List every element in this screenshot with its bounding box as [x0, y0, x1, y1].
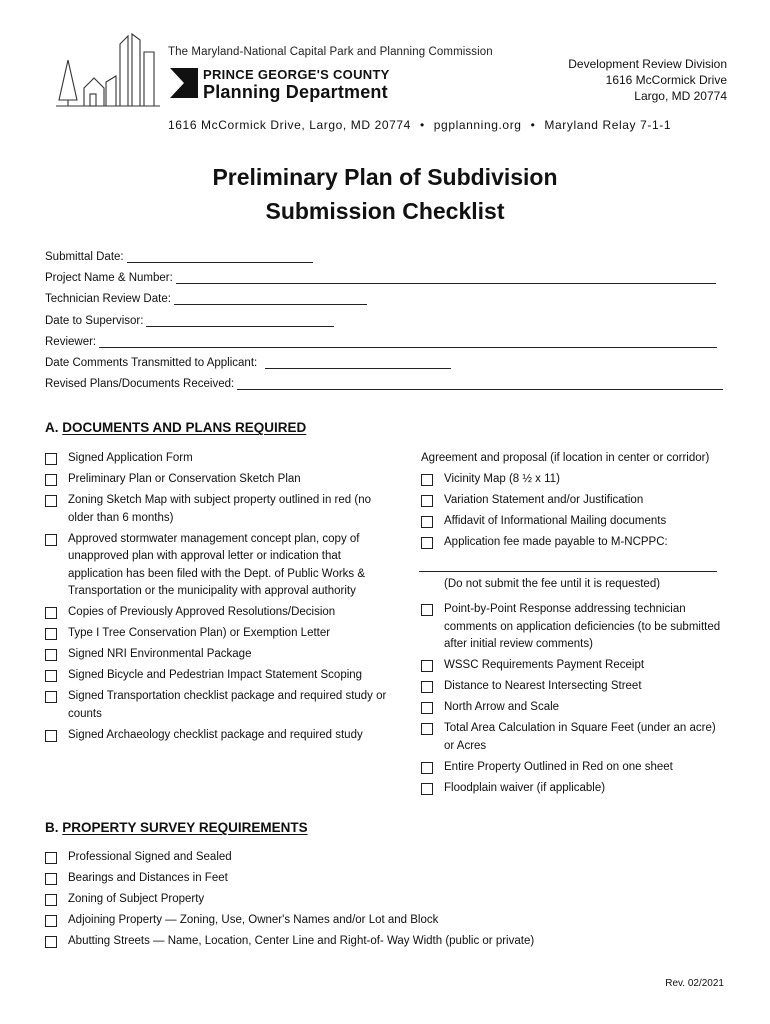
checkbox[interactable] — [421, 762, 433, 774]
submittal-date-line[interactable] — [127, 253, 313, 263]
reviewer-line[interactable] — [99, 338, 717, 348]
contact-website: pgplanning.org — [433, 118, 522, 132]
checklist-item-label: Signed Transportation checklist package and required study or counts — [68, 690, 387, 720]
checklist-item[interactable] — [45, 646, 390, 664]
checklist-item[interactable] — [45, 667, 390, 685]
checklist-item-label: Approved stormwater management concept plan, copy of unapproved plan with approval letter or indication that application has been filed with the Dept. of Public Works & Transportation or the municipality with approval authority — [68, 532, 366, 597]
checkbox[interactable] — [421, 723, 433, 735]
checklist-item[interactable] — [45, 933, 725, 951]
checklist-item[interactable] — [45, 870, 725, 888]
checklist-item[interactable] — [45, 492, 390, 527]
checkbox[interactable] — [45, 852, 57, 864]
revised-plans-field[interactable] — [45, 378, 723, 390]
section-b-list — [45, 849, 725, 951]
checkbox[interactable] — [421, 660, 433, 672]
checklist-item-label: Signed Application Form — [68, 452, 193, 464]
checklist-item[interactable] — [421, 601, 726, 654]
fee-amount-line[interactable] — [419, 571, 717, 572]
checklist-item-label: WSSC Requirements Payment Receipt — [444, 659, 645, 671]
comments-transmitted-label: Date Comments Transmitted to Applicant: — [45, 357, 258, 369]
checklist-item[interactable] — [45, 604, 390, 622]
checkbox[interactable] — [45, 894, 57, 906]
reviewer-field[interactable] — [45, 336, 717, 348]
revised-plans-line[interactable] — [237, 380, 723, 390]
checklist-item-label: Floodplain waiver (if applicable) — [444, 781, 606, 794]
checkbox[interactable] — [45, 474, 57, 486]
checkbox[interactable] — [45, 691, 57, 703]
checklist-item[interactable] — [45, 891, 725, 909]
comments-transmitted-line[interactable] — [265, 359, 451, 369]
technician-review-line[interactable] — [174, 295, 367, 305]
checkbox[interactable] — [45, 730, 57, 742]
checklist-item-label: Professional Signed and Sealed — [68, 851, 232, 863]
checklist-item[interactable] — [421, 513, 726, 531]
section-b-heading — [45, 820, 308, 835]
checklist-item[interactable] — [421, 780, 726, 798]
division-address-block — [568, 56, 727, 104]
division-street: 1616 McCormick Drive — [605, 73, 727, 87]
checklist-item[interactable] — [45, 531, 390, 601]
checklist-item[interactable] — [421, 657, 726, 675]
checkbox[interactable] — [421, 516, 433, 528]
contact-address: 1616 McCormick Drive, Largo, MD 20774 — [168, 118, 411, 132]
checklist-item-label: Zoning of Subject Property — [68, 893, 205, 905]
checkbox[interactable] — [45, 495, 57, 507]
submittal-date-field[interactable] — [45, 251, 313, 263]
section-a-heading — [45, 420, 306, 435]
project-name-line[interactable] — [176, 274, 716, 284]
checklist-item-label: Vicinity Map (8 ½ x 11) — [444, 473, 560, 485]
checklist-item-label: Entire Property Outlined in Red on one sheet — [444, 760, 673, 773]
technician-review-field[interactable] — [45, 293, 367, 305]
checkbox[interactable] — [421, 783, 433, 795]
date-to-supervisor-line[interactable] — [146, 317, 334, 327]
checklist-item-label: Zoning Sketch Map with subject property outlined in red (no older than 6 months) — [68, 494, 371, 524]
checklist-item-label: Variation Statement and/or Justification — [444, 494, 644, 506]
checkbox[interactable] — [45, 670, 57, 682]
section-a-letter: A. — [45, 420, 59, 435]
project-name-label: Project Name & Number: — [45, 272, 173, 284]
checkbox[interactable] — [45, 607, 57, 619]
revised-plans-label: Revised Plans/Documents Received: — [45, 378, 235, 390]
checklist-item-label: Total Area Calculation in Square Feet (under an acre) or Acres — [444, 722, 716, 752]
department-logo-mark-icon — [170, 68, 198, 98]
fee-note: (Do not submit the fee until it is requested) — [444, 578, 661, 590]
checklist-item[interactable] — [421, 759, 726, 777]
checkbox[interactable] — [421, 537, 433, 549]
reviewer-label: Reviewer: — [45, 336, 97, 348]
section-a-left-list — [45, 450, 390, 744]
checklist-item-label: Signed Archaeology checklist package and required study — [68, 728, 363, 741]
checklist-item-label: Affidavit of Informational Mailing documents — [444, 515, 667, 527]
date-to-supervisor-field[interactable] — [45, 315, 334, 327]
checklist-item[interactable] — [421, 492, 726, 510]
checklist-item[interactable] — [421, 699, 726, 717]
section-a-title: DOCUMENTS AND PLANS REQUIRED — [62, 420, 307, 435]
commission-name: The Maryland-National Capital Park and Planning Commission — [168, 46, 493, 58]
checkbox[interactable] — [421, 702, 433, 714]
page-title-line-1: Preliminary Plan of Subdivision — [212, 164, 558, 190]
bullet-separator-icon: • — [530, 118, 536, 132]
section-b-letter: B. — [45, 820, 59, 835]
checkbox[interactable] — [45, 936, 57, 948]
checklist-item-label: North Arrow and Scale — [444, 701, 560, 713]
checkbox[interactable] — [45, 534, 57, 546]
page-title — [0, 160, 770, 228]
checkbox[interactable] — [421, 474, 433, 486]
checklist-item[interactable] — [45, 625, 390, 643]
division-city: Largo, MD 20774 — [634, 89, 727, 103]
checklist-item[interactable] — [421, 534, 726, 552]
checkbox[interactable] — [421, 681, 433, 693]
checklist-item-label: Preliminary Plan or Conservation Sketch Plan — [68, 473, 301, 485]
section-b-title: PROPERTY SURVEY REQUIREMENTS — [62, 820, 308, 835]
project-name-field[interactable] — [45, 272, 716, 284]
section-a-right-intro: Agreement and proposal (if location in center or corridor) — [421, 452, 710, 464]
checkbox[interactable] — [45, 628, 57, 640]
bullet-separator-icon: • — [419, 118, 425, 132]
checkbox[interactable] — [45, 453, 57, 465]
checklist-item-label: Distance to Nearest Intersecting Street — [444, 680, 642, 692]
checklist-item[interactable] — [421, 678, 726, 696]
technician-review-label: Technician Review Date: — [45, 293, 171, 305]
checklist-item[interactable] — [45, 912, 725, 930]
checklist-item-label: Copies of Previously Approved Resolutions/Decision — [68, 606, 336, 618]
section-a-right-list-2 — [421, 601, 726, 797]
contact-bar — [168, 118, 671, 132]
checklist-item-label: Signed Bicycle and Pedestrian Impact Statement Scoping — [68, 669, 363, 681]
checkbox[interactable] — [45, 915, 57, 927]
comments-transmitted-field[interactable] — [45, 357, 451, 369]
checkbox[interactable] — [45, 873, 57, 885]
checkbox[interactable] — [45, 649, 57, 661]
date-to-supervisor-label: Date to Supervisor: — [45, 315, 144, 327]
checkbox[interactable] — [421, 495, 433, 507]
county-name: PRINCE GEORGE'S COUNTY — [203, 67, 390, 82]
checklist-item-label: Application fee made payable to M-NCPPC: — [444, 536, 668, 548]
checklist-item[interactable] — [421, 471, 726, 489]
planning-logo-skyline-icon — [50, 30, 162, 110]
page-title-line-2: Submission Checklist — [265, 198, 505, 224]
checkbox[interactable] — [421, 604, 433, 616]
checklist-item-label: Abutting Streets — Name, Location, Center Line and Right-of- Way Width (public or private) — [68, 935, 535, 947]
checklist-item[interactable] — [45, 471, 390, 489]
checklist-item[interactable] — [421, 720, 726, 755]
checklist-item[interactable] — [45, 849, 725, 867]
division-name: Development Review Division — [568, 57, 727, 71]
revision-date: Rev. 02/2021 — [665, 978, 724, 989]
checklist-item[interactable] — [45, 450, 390, 468]
department-name: Planning Department — [203, 82, 388, 102]
checklist-item-label: Point-by-Point Response addressing technician comments on application deficiencies (to be submitted after initial review comments) — [444, 603, 721, 650]
checklist-item[interactable] — [45, 688, 390, 723]
submittal-date-label: Submittal Date: — [45, 251, 124, 263]
contact-relay: Maryland Relay 7-1-1 — [544, 118, 672, 132]
checklist-item-label: Adjoining Property — Zoning, Use, Owner's Names and/or Lot and Block — [68, 914, 439, 926]
checklist-item-label: Type I Tree Conservation Plan) or Exemption Letter — [68, 627, 331, 639]
checklist-item[interactable] — [45, 727, 390, 745]
checklist-item-label: Signed NRI Environmental Package — [68, 648, 252, 660]
checklist-item-label: Bearings and Distances in Feet — [68, 872, 228, 884]
section-a-right-list-1 — [421, 471, 726, 552]
